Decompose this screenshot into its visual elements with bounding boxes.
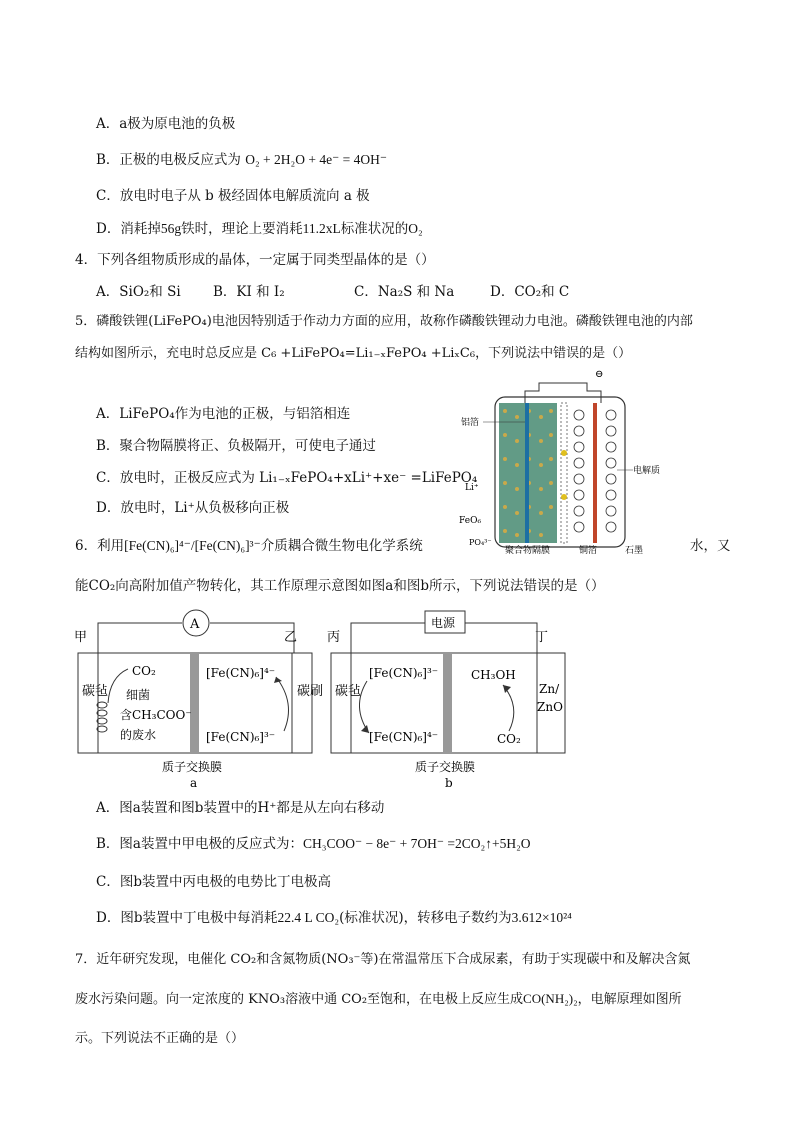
waste-label-2: 的废水 <box>120 728 157 742</box>
ch3oh-label: CH₃OH <box>471 668 516 682</box>
q4-stem: 4．下列各组物质形成的晶体，一定属于同类型晶体的是（） <box>75 252 435 268</box>
q6-stem-formula: [Fe(CN)₆]⁴⁻/[Fe(CN)₆]³⁻ <box>124 538 261 553</box>
q3-option-b-text: B．正极的电极反应式为 <box>96 152 241 168</box>
li-ion <box>561 494 567 500</box>
zn-label-2: ZnO <box>537 700 563 714</box>
q3-option-b-equation: O₂ + 2H₂O + 4e⁻ = 4OH⁻ <box>245 152 387 167</box>
arrowhead-c <box>503 685 511 693</box>
aluminium-foil <box>525 403 529 543</box>
q6-option-d-num: 3.612×10²⁴ <box>511 910 572 925</box>
q6-option-c: C．图b装置中丙电极的电势比丁电极高 <box>96 874 331 890</box>
carbon-brush-label: 碳刷 <box>297 684 324 699</box>
arrow-fe-cycle-a <box>276 677 289 731</box>
ammeter-label: A <box>190 617 200 632</box>
label-electrolyte: 电解质 <box>633 466 661 476</box>
q5-stem-line2: 结构如图所示，充电时总反应是 C₆ +LiFePO₄=Li₁₋ₓFePO₄ +LiₓC₆，下列说法中错误的是（） <box>75 346 632 361</box>
label-feo6: FeO₆ <box>459 516 482 526</box>
label-po4: PO₄³⁻ <box>469 538 492 547</box>
membrane-label-b: 质子交换膜 <box>415 760 476 774</box>
label-separator: 聚合物隔膜 <box>505 546 551 556</box>
carbon-felt-label-b: 碳毡 <box>335 684 362 699</box>
q7-stem-line1: 7．近年研究发现，电催化 CO₂和含氮物质(NO₃⁻等)在常温常压下合成尿素，有助于实现碳中和及解决含氮 <box>75 952 691 967</box>
co2-label-a: CO₂ <box>132 664 156 678</box>
terminal-wire <box>525 383 601 403</box>
proton-membrane-a <box>190 653 199 753</box>
q4-option-a: A．SiO₂和 Si <box>96 284 181 300</box>
q7-stem-line3: 示。下列说法不正确的是（） <box>75 1031 245 1046</box>
fe-top-a: [Fe(CN)₆]⁴⁻ <box>206 666 276 680</box>
caption-b: b <box>445 776 453 790</box>
q4-option-b: B．KI 和 I₂ <box>213 284 285 300</box>
q6-stem-line1 <box>75 537 423 555</box>
label-copper-foil: 铜箔 <box>579 546 598 556</box>
arrow-co2-ch3oh <box>503 685 514 731</box>
electrode-right-label-a <box>297 683 323 699</box>
bacteria-label: 细菌 <box>126 688 151 702</box>
label-graphite: 石墨 <box>625 546 644 556</box>
q7-line2-pre: 废水污染问题。向一定浓度的 KNO₃溶液中通 CO₂至饱和，在电极上反应生成 <box>75 992 524 1007</box>
polymer-separator <box>561 403 567 543</box>
q7-line2-formula: CO(NH₂)₂ <box>523 991 578 1006</box>
q6-option-b <box>96 835 531 853</box>
copper-foil <box>593 403 597 543</box>
q3-option-d-post: 标准状况的 <box>340 221 409 237</box>
fe-bottom-b: [Fe(CN)₆]⁴⁻ <box>369 730 439 744</box>
q4-option-c: C．Na₂S 和 Na <box>354 284 455 300</box>
q4-option-d: D．CO₂和 C <box>490 284 570 300</box>
arrow-co2 <box>108 669 128 703</box>
q3-option-d-mid: 铁时，理论上要消耗 <box>181 221 303 237</box>
q5-stem-line1: 5．磷酸铁锂(LiFePO₄)电池因特别适于作动力方面的应用，故称作磷酸铁锂动力电池。磷酸铁锂电池的内部 <box>75 314 693 329</box>
q6-option-b-equation: CH₃COO⁻ − 8e⁻ + 7OH⁻ =2CO₂↑+5H₂O <box>302 836 531 851</box>
label-bing: 丙 <box>327 630 341 645</box>
caption-a: a <box>190 776 198 790</box>
negative-terminal: ⊖ <box>595 369 604 380</box>
li-ion <box>561 450 567 456</box>
q3-option-d <box>96 220 423 238</box>
carbon-felt-label: 碳毡 <box>82 684 109 699</box>
q3-option-a: A．a极为原电池的负极 <box>96 116 236 132</box>
q7-stem-line2 <box>75 990 682 1009</box>
label-jia: 甲 <box>74 630 88 645</box>
label-li-ion: Li⁺ <box>465 483 479 493</box>
q6-stem-pre: 6．利用 <box>75 538 125 554</box>
proton-membrane-b <box>443 653 452 753</box>
q3-option-b <box>96 151 387 169</box>
fe-top-b: [Fe(CN)₆]³⁻ <box>369 666 439 680</box>
q3-option-d-vol: 11.2xL <box>302 221 341 236</box>
zn-label-1: Zn/ <box>539 682 560 696</box>
membrane-label-a: 质子交换膜 <box>162 760 223 774</box>
q6-stem-tail: 水，又 <box>690 538 731 554</box>
q3-option-d-gas: O₂ <box>408 221 423 236</box>
q6-option-d-vol: 22.4 L CO₂ <box>277 910 340 925</box>
label-aluminium-foil: 铝箔 <box>461 418 480 428</box>
q3-option-d-mass: 56g <box>160 221 182 236</box>
q6-option-d-mid: (标准状况)，转移电子数约为 <box>339 910 512 926</box>
q7-line2-post: ，电解原理如图所 <box>577 992 682 1007</box>
q6-stem-line2: 能CO₂向高附加值产物转化，其工作原理示意图如图a和图b所示，下列说法错误的是（） <box>75 578 605 594</box>
q5-option-c: C．放电时，正极反应式为 Li₁₋ₓFePO₄+xLi⁺+xe⁻ =LiFePO₄ <box>96 470 478 486</box>
q3-option-d-pre: D．消耗掉 <box>96 221 161 237</box>
q5-option-a: A．LiFePO₄作为电池的正极，与铝箔相连 <box>96 406 351 422</box>
fe-bottom-a: [Fe(CN)₆]³⁻ <box>206 730 276 744</box>
q6-figure-a <box>70 607 324 792</box>
arrowhead-a <box>274 677 282 683</box>
q6-option-b-pre: B．图a装置中甲电极的反应式为： <box>96 836 303 852</box>
q6-option-d <box>96 909 572 927</box>
co2-label-b: CO₂ <box>497 732 521 746</box>
q6-figure-b <box>325 607 575 792</box>
q6-stem-post: 介质耦合微生物电化学系统 <box>260 538 423 554</box>
q6-option-d-pre: D．图b装置中丁电极中每消耗 <box>96 910 278 926</box>
q5-option-b: B．聚合物隔膜将正、负极隔开，可使电子通过 <box>96 438 376 454</box>
electrode-left-label-a <box>82 683 108 699</box>
q5-option-d: D．放电时，Li⁺从负极移向正极 <box>96 500 290 516</box>
q5-battery-figure <box>455 365 675 555</box>
waste-label-1: 含CH₃COO⁻ <box>120 708 192 722</box>
electrode-left-label-b <box>335 683 361 699</box>
power-supply-label: 电源 <box>431 616 456 630</box>
label-yi: 乙 <box>284 630 298 645</box>
q6-option-a: A．图a装置和图b装置中的H⁺都是从左向右移动 <box>96 800 385 816</box>
label-ding: 丁 <box>535 630 549 645</box>
q3-option-c: C．放电时电子从 b 极经固体电解质流向 a 极 <box>96 188 370 204</box>
